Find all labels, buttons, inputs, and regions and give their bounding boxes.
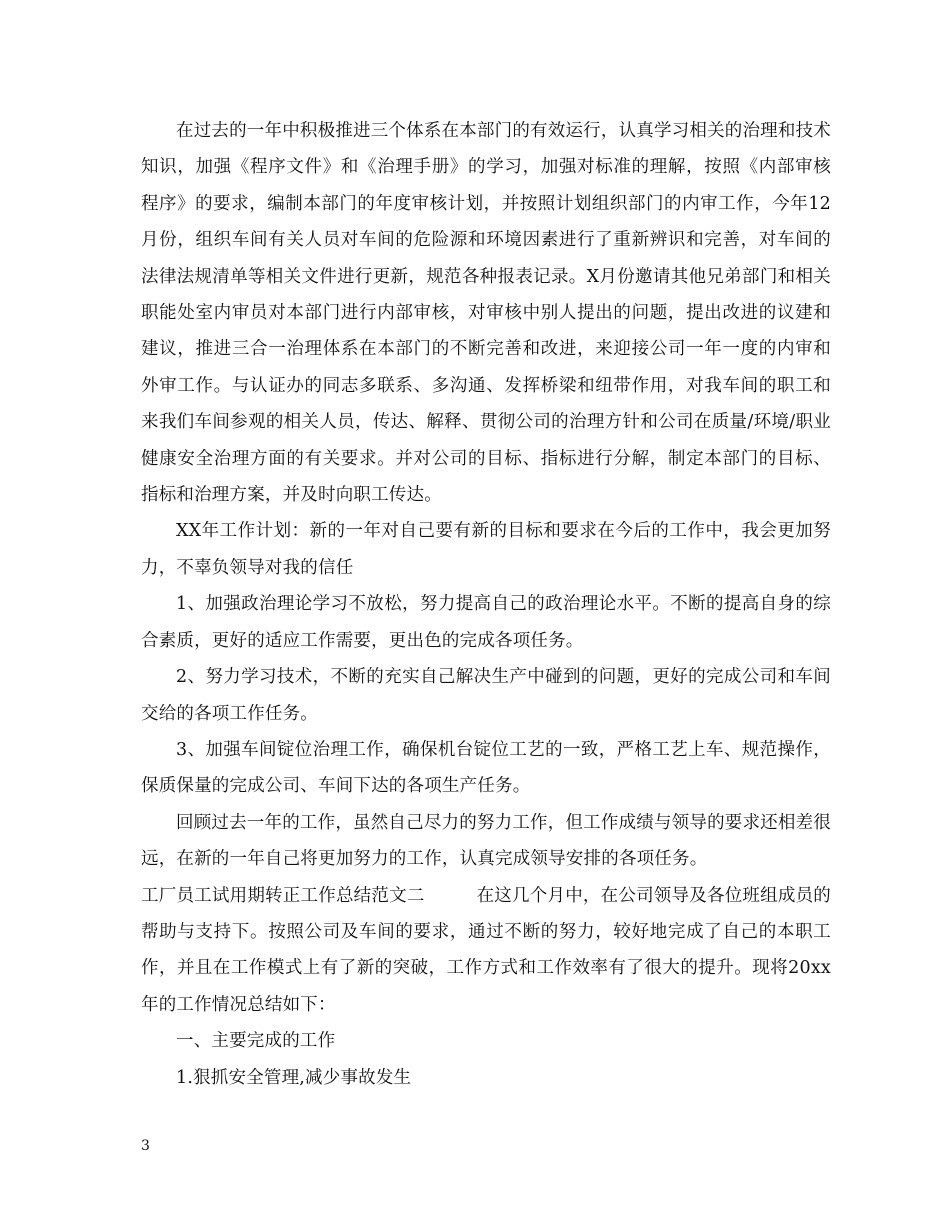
paragraph-review: 回顾过去一年的工作，虽然自己尽力的努力工作，但工作成绩与领导的要求还相差很远，在新的一年自己将更加努力的工作，认真完成领导安排的各项任务。 [141, 812, 831, 870]
paragraph-plan-item-3: 3、加强车间锭位治理工作，确保机台锭位工艺的一致，严格工艺上车、规范操作，保质保量的完成公司、车间下达的各项生产任务。 [141, 739, 831, 797]
paragraph-plan-item-1: 1、加强政治理论学习不放松，努力提高自己的政治理论水平。不断的提高自身的综合素质，更好的适应工作需要，更出色的完成各项任务。 [141, 594, 831, 651]
heading-main-work: 一、主要完成的工作 [176, 1031, 336, 1052]
section-intro: 在这几个月中，在公司领导及各位班组成员的帮助与支持下。按照公司及车间的要求，通过不断的努力，较好地完成了自己的本职工作，并且在工作模式上有了新的突破，工作方式和工作效率有了很大的提升。现将20xx年的工作情况总结如下： [141, 885, 832, 1015]
paragraph-plan-item-2: 2、努力学习技术，不断的充实自己解决生产中碰到的问题，更好的完成公司和车间交给的各项工作任务。 [141, 667, 831, 724]
paragraph-system-operation: 在过去的一年中积极推进三个体系在本部门的有效运行，认真学习相关的治理和技术知识，加强《程序文件》和《治理手册》的学习，加强对标准的理解，按照《内部审核程序》的要求，编制本部门的年度审核计划，并按照计划组织部门的内审工作，今年12月份，组织车间有关人员对车间的危险源和环境因素进行了重新辨识和完善，对车间的法律法规清单等相关文件进行更新，规范各种报表记录。X月份邀请其他兄弟部门和相关职能处室内审员对本部门进行内部审核，对审核中别人提出的问题，提出改进的议建和建议，推进三合一治理体系在本部门的不断完善和改进，来迎接公司一年一度的内审和外审工作。与认证办的同志多联系、多沟通、发挥桥梁和纽带作用，对我车间的职工和来我们车间参观的相关人员，传达、解释、贯彻公司的治理方针和公司在质量/环境/职业健康安全治理方面的有关要求。并对公司的目标、指标进行分解，制定本部门的目标、指标和治理方案，并及时向职工传达。 [141, 121, 831, 506]
paragraph-section-two [141, 878, 831, 1024]
heading-safety-management: 1.狠抓安全管理,减少事故发生 [176, 1067, 412, 1088]
document-body [141, 113, 831, 1096]
section-title: 工厂员工试用期转正工作总结范文二 [141, 885, 425, 906]
page-number: 3 [141, 1138, 150, 1154]
paragraph-work-plan: XX年工作计划：新的一年对自己要有新的目标和要求在今后的工作中，我会更加努力，不辜负领导对我的信任 [141, 521, 831, 578]
